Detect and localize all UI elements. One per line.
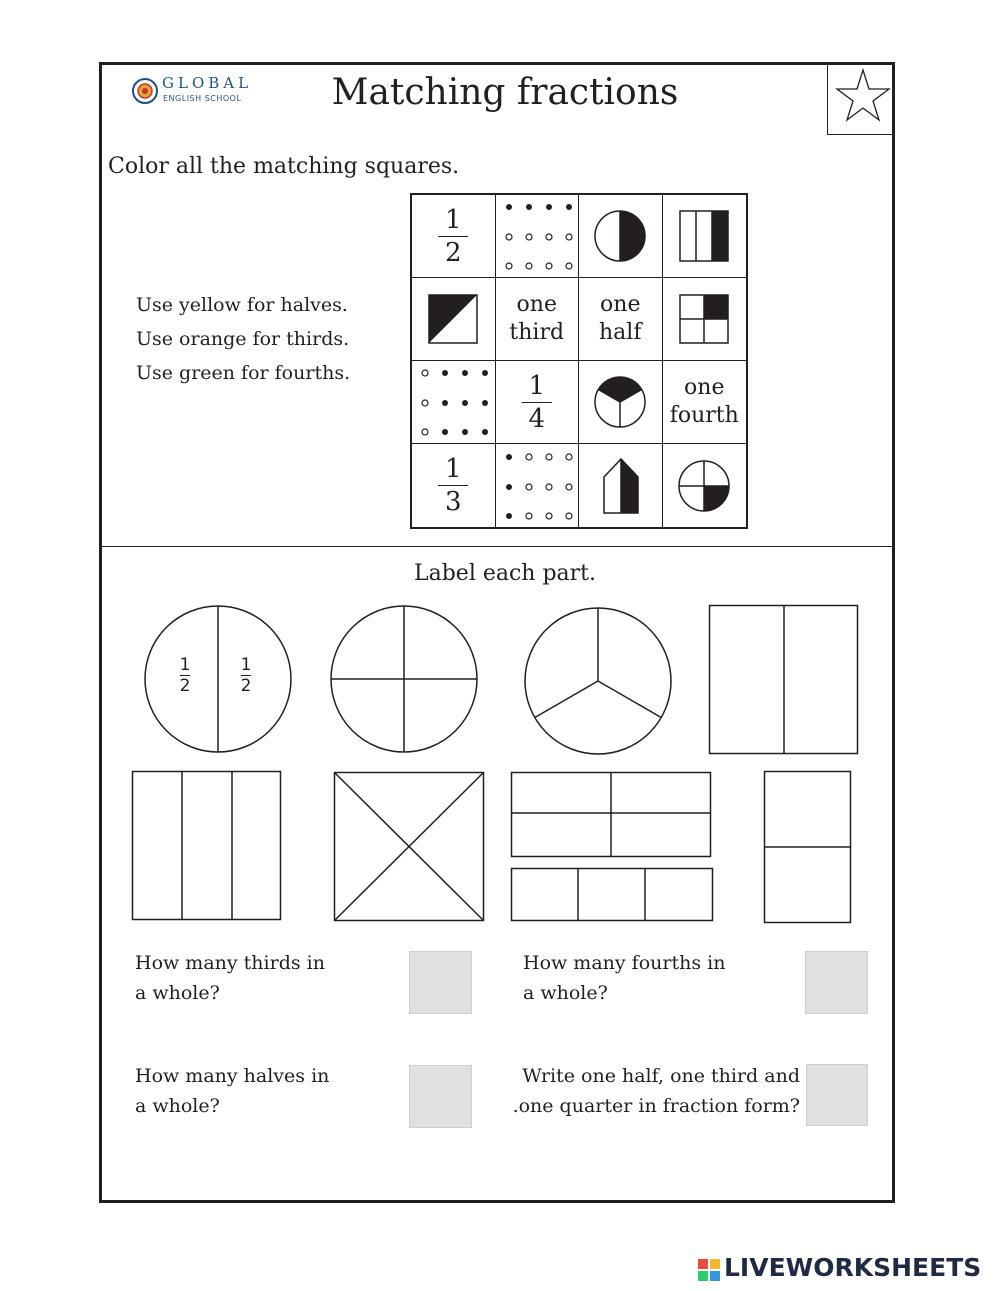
question-line: How many thirds in xyxy=(135,952,325,974)
grid-cell-house-half[interactable] xyxy=(579,444,663,527)
grid-cell-fraction-one-quarter[interactable] xyxy=(496,361,580,444)
brand-wordmark: LIVEWORKSHEETS xyxy=(724,1253,982,1282)
section-divider xyxy=(101,546,893,547)
label-denominator: 2 xyxy=(179,676,191,696)
grid-cell-words-one-half[interactable] xyxy=(579,278,663,361)
word-one: one xyxy=(600,292,641,317)
circle-fourths-shape[interactable] xyxy=(326,601,482,757)
fraction-bar xyxy=(438,485,468,486)
grid-cell-rect-thirds[interactable] xyxy=(663,195,747,278)
rule-fourths: Use green for fourths. xyxy=(136,362,351,384)
question-line: How many fourths in xyxy=(523,952,726,974)
fraction-bar xyxy=(522,402,552,403)
label-numerator: 1 xyxy=(240,655,252,675)
answer-box-halves[interactable] xyxy=(409,1065,472,1128)
circle-label-left xyxy=(175,655,195,696)
liveworksheets-logo-icon xyxy=(698,1259,720,1281)
question-line: Write one half, one third and xyxy=(522,1065,800,1087)
word-half: half xyxy=(599,320,642,345)
grid-cell-dots-halves[interactable] xyxy=(496,195,580,278)
liveworksheets-brand xyxy=(698,1253,998,1287)
grid-cell-dots-fourths[interactable] xyxy=(496,444,580,527)
label-parts-title: Label each part. xyxy=(413,561,597,586)
half-circle-icon xyxy=(590,206,650,266)
rule-halves: Use yellow for halves. xyxy=(136,294,348,316)
fraction-one-quarter xyxy=(522,371,552,434)
answer-box-fraction-form[interactable] xyxy=(806,1064,868,1126)
school-logo xyxy=(132,74,252,110)
fraction-bar xyxy=(438,236,468,237)
denominator: 4 xyxy=(528,403,546,434)
square-diagonal-fourths-shape[interactable] xyxy=(333,771,486,923)
fraction-one-half xyxy=(438,205,468,268)
logo-subtitle: ENGLISH SCHOOL xyxy=(163,94,242,103)
numerator: 1 xyxy=(444,454,462,484)
grid-cell-circle-quarter[interactable] xyxy=(663,444,747,527)
grid-cell-circle-half[interactable] xyxy=(579,195,663,278)
numerator: 1 xyxy=(528,370,546,401)
grid-cell-fraction-one-third[interactable] xyxy=(412,444,496,527)
denominator: 2 xyxy=(444,237,462,268)
dot-array-icon xyxy=(413,363,493,441)
dot-array-icon xyxy=(497,447,577,525)
question-line: How many halves in xyxy=(135,1065,330,1087)
school-crest-icon xyxy=(132,78,158,104)
quarter-square-icon xyxy=(674,289,734,349)
words-one-fourth xyxy=(670,374,739,430)
rectangle-vertical-halves-shape[interactable] xyxy=(763,770,852,924)
numerator: 1 xyxy=(444,204,462,235)
circle-halves-shape[interactable] xyxy=(140,601,296,757)
label-numerator: 1 xyxy=(179,655,191,675)
diagonal-half-square-icon xyxy=(423,289,483,349)
fraction-one-third xyxy=(438,454,468,517)
answer-box-thirds[interactable] xyxy=(409,951,472,1014)
star-box xyxy=(827,62,895,135)
page-title: Matching fractions xyxy=(331,72,679,113)
label-denominator: 2 xyxy=(240,676,252,696)
answer-box-fourths[interactable] xyxy=(805,951,868,1014)
grid-cell-square-half-diagonal[interactable] xyxy=(412,278,496,361)
circle-thirds-shape[interactable] xyxy=(520,603,676,759)
circle-label-right xyxy=(236,655,256,696)
question-thirds xyxy=(135,948,325,1008)
rectangle-thirds-icon xyxy=(674,206,734,266)
matching-grid xyxy=(410,193,748,529)
word-third: third xyxy=(509,320,565,345)
words-one-half xyxy=(599,291,641,347)
coloring-instruction: Color all the matching squares. xyxy=(108,154,460,179)
half-house-icon xyxy=(590,453,650,519)
grid-cell-dots-thirds[interactable] xyxy=(412,361,496,444)
color-rules xyxy=(136,288,350,390)
grid-cell-words-one-third[interactable] xyxy=(496,278,580,361)
grid-cell-fraction-one-half[interactable] xyxy=(412,195,496,278)
question-line: a whole? xyxy=(135,1095,220,1117)
question-halves xyxy=(135,1061,329,1121)
rectangle-thirds-shape[interactable] xyxy=(131,770,283,922)
question-line: a whole? xyxy=(523,982,608,1004)
dot-array-icon xyxy=(497,197,577,275)
star-icon xyxy=(828,62,894,132)
grid-cell-square-quarter[interactable] xyxy=(663,278,747,361)
question-line: a whole? xyxy=(135,982,220,1004)
question-line: .one quarter in fraction form? xyxy=(512,1095,800,1117)
logo-wordmark: GLOBAL xyxy=(162,74,253,92)
word-one: one xyxy=(684,375,725,400)
grid-cell-circle-third[interactable] xyxy=(579,361,663,444)
question-fourths xyxy=(523,948,725,1008)
quarter-circle-icon xyxy=(674,456,734,516)
rule-thirds: Use orange for thirds. xyxy=(136,328,350,350)
third-circle-icon xyxy=(590,372,650,432)
strip-thirds-shape[interactable] xyxy=(510,867,714,923)
question-fraction-form xyxy=(500,1061,800,1121)
word-one: one xyxy=(516,292,557,317)
denominator: 3 xyxy=(444,487,462,517)
words-one-third xyxy=(509,291,564,347)
grid-cell-words-one-fourth[interactable] xyxy=(663,361,747,444)
rectangle-halves-shape[interactable] xyxy=(708,604,860,756)
word-fourth: fourth xyxy=(669,403,739,428)
rectangle-fourths-shape[interactable] xyxy=(510,771,712,859)
